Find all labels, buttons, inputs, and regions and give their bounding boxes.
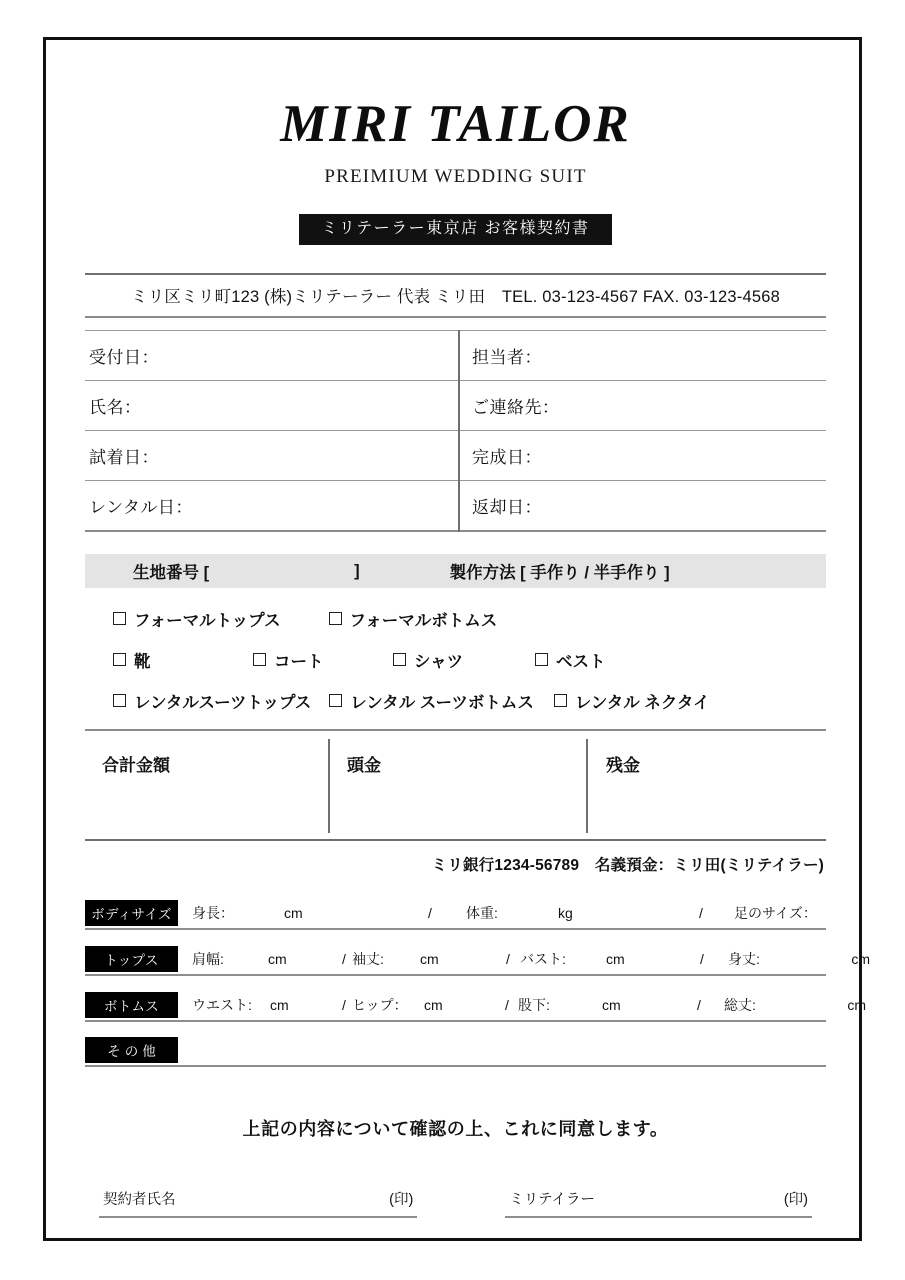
measurements-section	[85, 897, 870, 1067]
checkbox-label: シャツ	[414, 652, 464, 671]
field-label-contact: ご連絡先：	[472, 398, 560, 417]
checkbox-row-1	[85, 598, 826, 639]
unit-inseam: cm	[602, 996, 621, 1013]
item-checkbox-group	[85, 598, 826, 721]
signature-line-customer[interactable]	[99, 1216, 417, 1218]
field-weight: 体重:	[466, 904, 498, 921]
checkbox-rental-necktie[interactable]	[554, 689, 710, 713]
field-foot-size: 足のサイズ：	[734, 904, 817, 921]
checkbox-coat[interactable]	[253, 648, 393, 672]
field-inseam: 股下:	[518, 996, 550, 1013]
separator: /	[699, 904, 703, 921]
checkbox-icon[interactable]	[554, 694, 567, 707]
unit-waist: cm	[270, 996, 289, 1013]
field-label-return-date: 返却日：	[472, 498, 542, 517]
field-label-completion-date: 完成日：	[472, 448, 542, 467]
signature-line-company[interactable]	[505, 1216, 812, 1218]
field-sleeve-length: 袖丈:	[352, 950, 384, 967]
checkbox-icon[interactable]	[329, 694, 342, 707]
field-label-staff: 担当者：	[472, 348, 542, 367]
checkbox-shoes[interactable]	[113, 648, 253, 672]
field-height: 身長：	[192, 904, 234, 921]
payment-total-label: 合計金額	[102, 756, 170, 775]
checkbox-icon[interactable]	[329, 612, 342, 625]
field-label-name: 氏名：	[89, 398, 142, 417]
measurement-fields-tops	[178, 949, 870, 969]
signature-row-company	[505, 1188, 812, 1216]
bank-account-line: ミリ銀行1234-56789 名義預金：ミリ田(ミリテイラー)	[431, 857, 824, 874]
checkbox-icon[interactable]	[113, 653, 126, 666]
signature-section	[85, 1188, 826, 1218]
checkbox-row-3	[85, 680, 826, 721]
seal-label-customer: (印)	[389, 1192, 414, 1208]
separator: /	[342, 950, 346, 967]
field-waist: ウエスト:	[192, 996, 252, 1013]
checkbox-icon[interactable]	[393, 653, 406, 666]
field-label-rental-date: レンタル日：	[89, 498, 193, 517]
production-method-label: 製作方法 [ 手作り / 半手作り ]	[449, 564, 670, 582]
divider-address-bottom	[85, 316, 826, 318]
checkbox-label: ベスト	[556, 652, 606, 671]
checkbox-label: フォーマルトップス	[134, 611, 281, 630]
payment-section	[85, 729, 826, 875]
unit-shoulder-width: cm	[268, 950, 287, 967]
checkbox-icon[interactable]	[535, 653, 548, 666]
payment-divider-2	[586, 739, 588, 833]
contract-badge-wrap	[85, 214, 826, 245]
separator: /	[428, 904, 432, 921]
table-row	[85, 381, 826, 430]
company-address-line: ミリ区ミリ町123 (株)ミリテーラー 代表 ミリ田 TEL. 03-123-4567 FAX. 03-123-4568	[131, 288, 780, 306]
signature-row-customer	[99, 1188, 417, 1216]
seal-label-company: (印)	[783, 1192, 808, 1208]
unit-sleeve-length: cm	[420, 950, 439, 967]
measurement-label-tops: トップス	[85, 946, 178, 972]
checkbox-vest[interactable]	[535, 648, 606, 672]
fabric-method-band	[85, 554, 826, 588]
divider-grid-4	[85, 530, 826, 532]
checkbox-row-2	[85, 639, 826, 680]
unit-hip: cm	[424, 996, 443, 1013]
unit-bust: cm	[606, 950, 625, 967]
checkbox-label: レンタル スーツボトムス	[350, 693, 534, 712]
checkbox-shirt[interactable]	[393, 648, 535, 672]
measurement-label-bottoms: ボトムス	[85, 992, 178, 1018]
fabric-number-close: ]	[354, 561, 360, 580]
table-row	[85, 481, 826, 530]
checkbox-formal-tops[interactable]	[113, 607, 281, 631]
payment-divider-1	[328, 739, 330, 833]
checkbox-label: 靴	[134, 652, 151, 671]
separator: /	[700, 950, 704, 967]
checkbox-label: フォーマルボトムス	[349, 611, 498, 630]
checkbox-icon[interactable]	[253, 653, 266, 666]
customer-info-grid	[85, 330, 826, 532]
separator: /	[342, 996, 346, 1013]
measurement-row-tops	[85, 943, 870, 976]
payment-deposit-label: 頭金	[347, 756, 381, 775]
checkbox-icon[interactable]	[113, 612, 126, 625]
payment-columns	[85, 731, 826, 839]
address-block	[85, 273, 826, 318]
signature-label-company: ミリテイラー	[509, 1192, 595, 1208]
field-label-fitting-date: 試着日：	[89, 448, 159, 467]
field-shoulder-width: 肩幅:	[192, 950, 224, 967]
brand-tagline: PREIMIUM WEDDING SUIT	[324, 166, 587, 187]
agreement-statement: 上記の内容について確認の上、これに同意します。	[242, 1119, 669, 1139]
measurement-label-other: その他	[85, 1037, 178, 1063]
checkbox-rental-suit-tops[interactable]	[113, 689, 311, 713]
measurement-row-other	[85, 1034, 826, 1067]
grid-vertical-divider	[458, 330, 460, 532]
unit-weight: kg	[558, 904, 573, 921]
measurement-label-body: ボディサイズ	[85, 900, 178, 926]
unit-total-length: cm	[847, 996, 866, 1013]
field-body-length: 身丈:	[728, 950, 760, 967]
field-bust: バスト:	[520, 950, 566, 967]
checkbox-rental-suit-bottoms[interactable]	[329, 689, 534, 713]
measurement-fields-bottoms	[178, 995, 866, 1015]
payment-balance-label: 残金	[606, 756, 640, 775]
signature-block-company	[505, 1188, 812, 1218]
separator: /	[505, 996, 509, 1013]
brand-title: MIRI TAILOR	[280, 95, 631, 153]
measurement-row-body	[85, 897, 826, 930]
checkbox-label: レンタルスーツトップス	[134, 693, 312, 712]
table-row	[85, 331, 826, 380]
separator: /	[697, 996, 701, 1013]
checkbox-icon[interactable]	[113, 694, 126, 707]
field-label-reception-date: 受付日：	[89, 348, 159, 367]
measurement-row-bottoms	[85, 989, 866, 1022]
checkbox-label: レンタル ネクタイ	[574, 693, 710, 712]
separator: /	[506, 950, 510, 967]
fabric-number-label: 生地番号 [	[133, 564, 210, 582]
contract-title-badge: ミリテーラー東京店 お客様契約書	[299, 214, 611, 245]
checkbox-label: コート	[274, 652, 324, 671]
signature-label-customer: 契約者氏名	[103, 1192, 176, 1208]
field-hip: ヒップ：	[352, 996, 408, 1013]
signature-block-customer	[99, 1188, 417, 1218]
unit-height: cm	[284, 904, 303, 921]
table-row	[85, 431, 826, 480]
unit-body-length: cm	[851, 950, 870, 967]
checkbox-formal-bottoms[interactable]	[329, 607, 498, 631]
contract-document	[43, 37, 870, 1241]
measurement-fields-body	[178, 903, 826, 923]
field-total-length: 総丈:	[724, 996, 756, 1013]
